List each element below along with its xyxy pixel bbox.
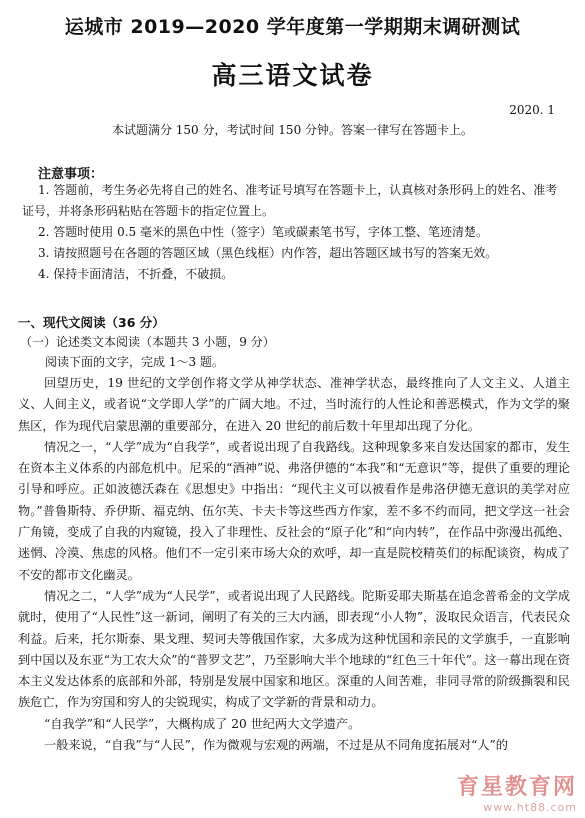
section-title: 一、现代文阅读（36 分） (18, 315, 165, 330)
section-subtitle: （一）论述类文本阅读（本题共 3 小题，9 分） (20, 335, 275, 349)
instruction-item: 1. 答题前，考生务必先将自己的姓名、准考证号填写在答题卡上，认真核对条形码上的姓名、准考证号，并将条形码粘贴在答题卡的指定位置上。 (22, 183, 558, 218)
score-notice: 本试题满分 150 分，考试时间 150 分钟。答案一律写在答题卡上。 (111, 123, 474, 137)
passage-paragraph: 回望历史，19 世纪的文学创作将文学从神学状态、准神学状态，最终推向了人文主义、人道主义、人间主义，或者说“文学即人学”的广阔大地。不过，当时流行的人性论和善恶模式，作为文学的聚焦区，作为现代启蒙思潮的重要部分，在进入 20 世纪的前后数十年里却出现了分化。 (18, 376, 570, 433)
instruction-item: 4. 保持卡面清洁，不折叠，不破损。 (38, 267, 234, 281)
exam-subject: 高三语文试卷 (211, 61, 374, 90)
watermark-url: www.ht88.com (483, 801, 577, 814)
instructions-list (22, 180, 567, 285)
reading-prompt: 阅读下面的文字，完成 1～3 题。 (45, 355, 224, 369)
passage-paragraph: “自我学”和“人民学”，大概构成了 20 世纪两大文学遗产。 (44, 716, 361, 731)
passage-paragraph: 情况之二，“人学”成为“人民学”，或者说出现了人民路线。陀斯妥耶夫斯基在追念普希金的文学成就时，使用了“人民性”这一新词，阐明了有关的三大内涵，即表现“小人物”，汲取民众语言，代表民众利益。后来，托尔斯泰、果戈理、契诃夫等俄国作家，大多成为这种忧国和亲民的文学旗手，一直影响到中国以及东亚“为工农大众”的“普罗文艺”，乃至影响大半个地球的“红色三十年代”。这一幕出现在资本主义发达体系的底部和外部，特别是发展中国家和地区。深重的人间苦难，非同寻常的阶级撕裂和民族危亡，作为穷国和穷人的尖锐现实，构成了文学新的背景和动力。 (18, 588, 570, 710)
reading-passage (18, 373, 570, 756)
watermark-logo (457, 770, 577, 814)
passage-paragraph: 一般来说，“自我”与“人民”，作为微观与宏观的两端，不过是从不同角度拓展对“人”的 (44, 738, 508, 753)
watermark-text: 育星教育网 (456, 775, 577, 800)
passage-paragraph: 情况之一，“人学”成为“自我学”，或者说出现了自我路线。这种现象多来自发达国家的都市，发生在资本主义体系的内部危机中。尼采的“酒神”说、弗洛伊德的“本我”和“无意识”等，提供了重要的理论引导和呼应。正如波德沃森在《思想史》中指出：“现代主义可以被看作是弗洛伊德无意识的美学对应物。”普鲁斯特、乔伊斯、福克纳、伍尔芙、卡夫卡等这些西方作家，差不多不约而同，把文学这一社会广角镜，变成了自我的内窥镜，投入了非理性、反社会的“原子化”和“向内转”，在作品中弥漫出孤绝、迷惘、冷漠、焦虑的风格。他们不一定引来市场大众的欢呼，却一直是院校精英们的标配谈资，构成了不安的都市文化幽灵。 (18, 439, 570, 582)
instructions-title: 注意事项： (38, 167, 104, 182)
exam-date: 2020. 1 (509, 103, 555, 117)
instruction-item: 3. 请按照题号在各题的答题区域（黑色线框）内作答，超出答题区域书写的答案无效。 (38, 246, 498, 260)
exam-title: 运城市 2019—2020 学年度第一学期期末调研测试 (64, 16, 521, 38)
instruction-item: 2. 答题时使用 0.5 毫米的黑色中性（签字）笔或碳素笔书写，字体工整、笔迹清楚。 (38, 225, 488, 239)
